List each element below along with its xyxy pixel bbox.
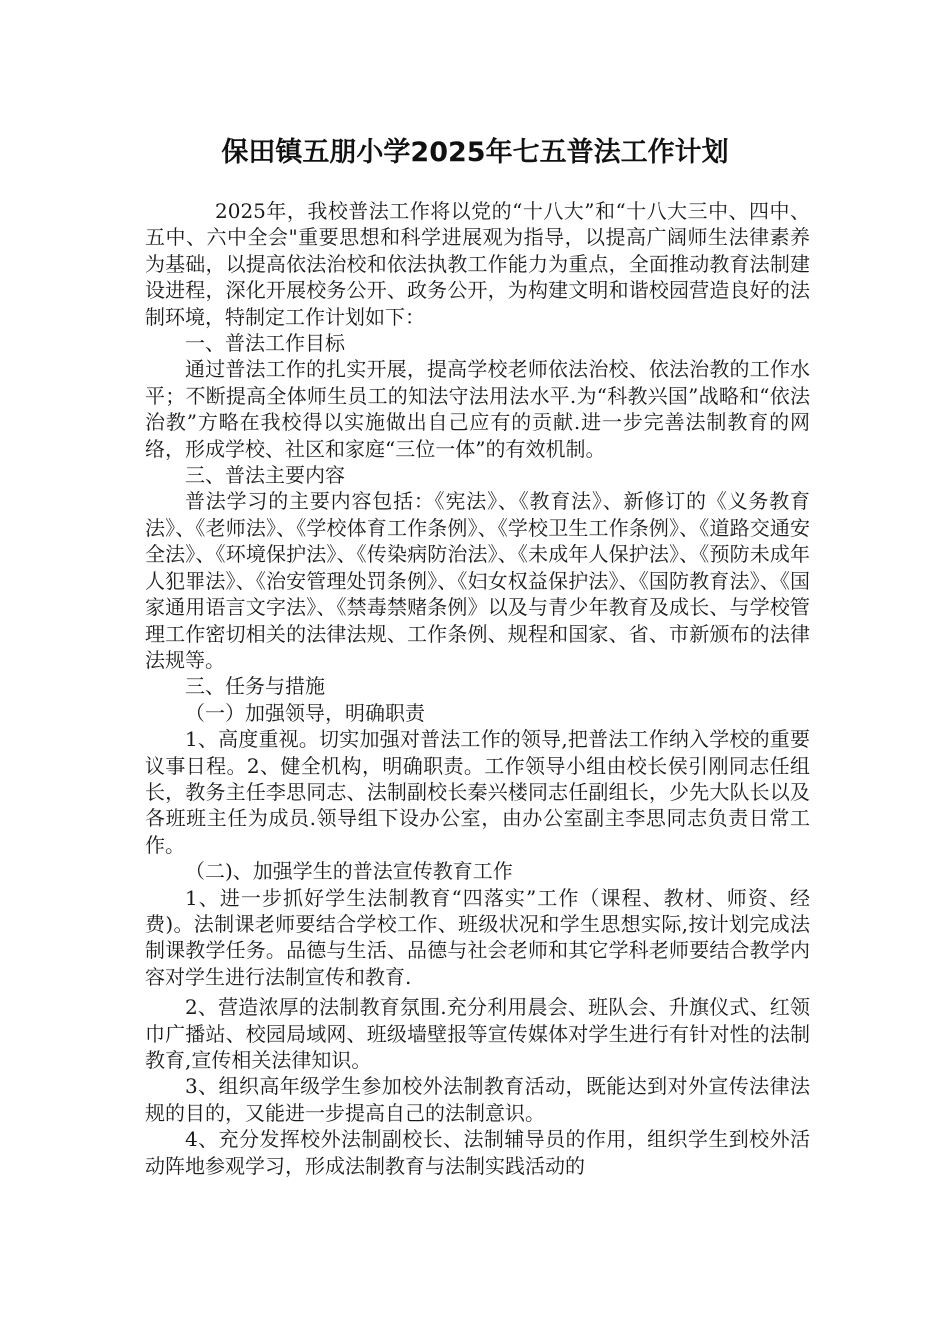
goals-paragraph: 通过普法工作的扎实开展，提高学校老师依法治校、依法治教的工作水平；不断提高全体师生员工的知法守法用法水平.为“科教兴国”战略和“依法治教”方略在我校得以实施做出自己应有的贡献.进一步完善法制教育的网络，形成学校、社区和家庭“三位一体”的有效机制。 [145,357,810,461]
subsection-heading-students: （二)、加强学生的普法宣传教育工作 [185,859,513,884]
students-paragraph-1: 1、进一步抓好学生法制教育“四落实”工作（课程、教材、师资、经费)。法制课老师要结合学校工作、班级状况和学生思想实际,按计划完成法制课教学任务。品德与生活、品德与社会老师和其它学科老师要结合教学内容对学生进行法制宣传和教育. [145,885,810,989]
leadership-paragraph: 1、高度重视。切实加强对普法工作的领导,把普法工作纳入学校的重要议事日程。2、健全机构，明确职责。工作领导小组由校长侯引刚同志任组长，教务主任李思同志、法制副校长秦兴楼同志任副组长，少先大队长以及各班班主任为成员.领导组下设办公室，由办公室副主李思同志负责日常工作。 [145,727,810,857]
section-heading-goals: 一、普法工作目标 [185,331,345,356]
students-paragraph-2: 2、营造浓厚的法制教育氛围.充分利用晨会、班队会、升旗仪式、红领巾广播站、校园局域网、班级墙壁报等宣传媒体对学生进行有针对性的法制教育,宣传相关法律知识。 [145,995,810,1072]
section-heading-content: 三、普法主要内容 [185,463,345,488]
document-body [145,198,810,1179]
subsection-heading-leadership: （一）加强领导，明确职责 [185,700,425,725]
document-title: 保田镇五朋小学2025年七五普法工作计划 [221,137,729,168]
section-heading-measures: 三、任务与措施 [185,674,325,699]
students-paragraph-3: 3、组织高年级学生参加校外法制教育活动，既能达到对外宣传法律法规的目的，又能进一步提高自己的法制意识。 [145,1074,810,1125]
students-paragraph-4: 4、充分发挥校外法制副校长、法制辅导员的作用，组织学生到校外活动阵地参观学习，形成法制教育与法制实践活动的 [145,1127,810,1178]
content-paragraph: 普法学习的主要内容包括：《宪法》、《教育法》、新修订的《义务教育法》、《老师法》、《学校体育工作条例》、《学校卫生工作条例》、《道路交通安全法》、《环境保护法》、《传染病防治法》、《未成年人保护法》、《预防未成年人犯罪法》、《治安管理处罚条例》、《妇女权益保护法》、《国防教育法》、《国家通用语言文字法》、《禁毒禁赌条例》以及与青少年教育及成长、与学校管理工作密切相关的法律法规、工作条例、规程和国家、省、市新颁布的法律法规等。 [145,489,810,672]
intro-paragraph: 2025年，我校普法工作将以党的“十八大”和“十八大三中、四中、五中、六中全会"重要思想和科学进展观为指导，以提高广阔师生法律素养为基础，以提高依法治校和依法执教工作能力为重点，全面推动教育法制建设进程，深化开展校务公开、政务公开，为构建文明和谐校园营造良好的法制环境，特制定工作计划如下： [145,199,810,329]
